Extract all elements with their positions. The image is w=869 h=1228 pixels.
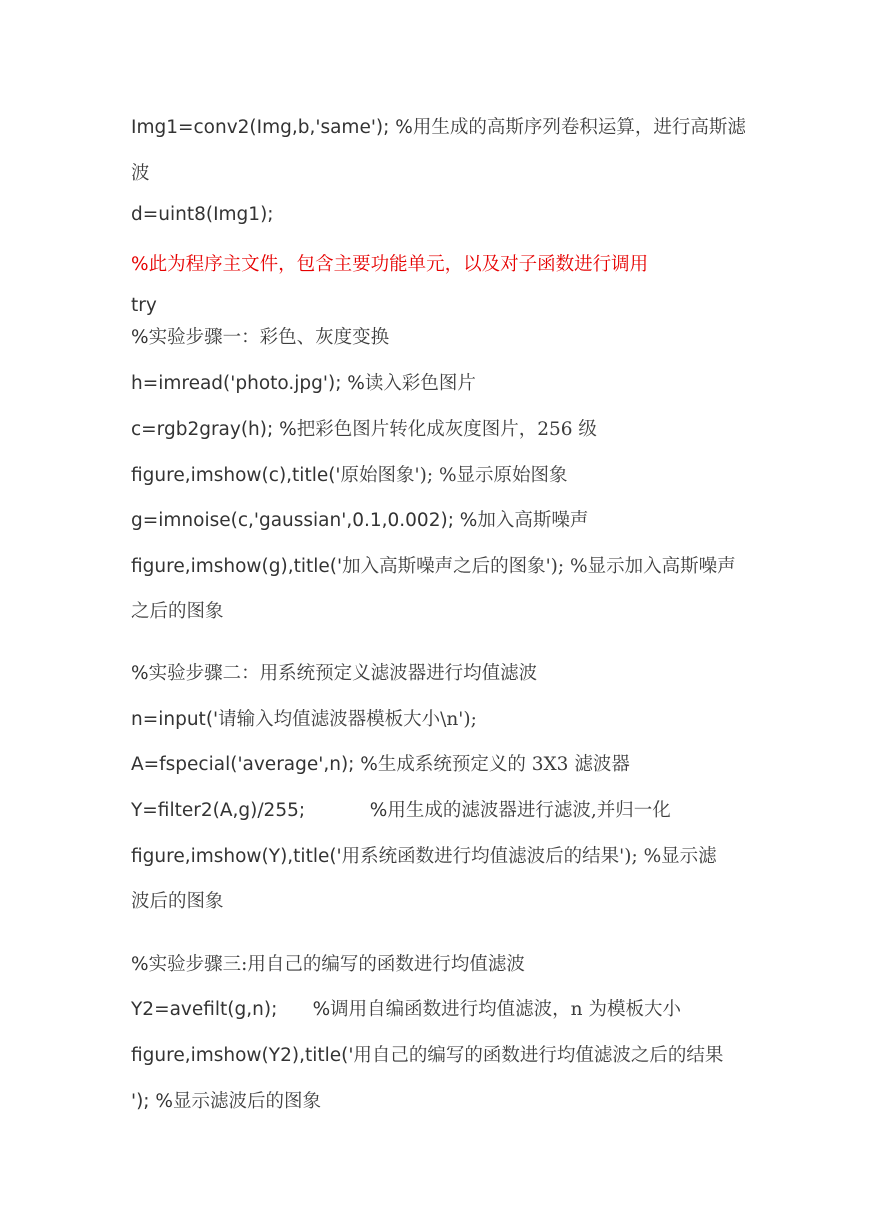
code-line-imshow-filtered-wrap xyxy=(131,890,224,914)
comment-text: 用系统函数进行均值滤波后的结果'); %显示滤 xyxy=(341,846,717,867)
main-file-comment xyxy=(131,253,648,277)
comment-text: 加入高斯噪声 xyxy=(477,510,589,531)
comment-text: 原始图象'); %显示原始图象 xyxy=(340,465,568,486)
code-line-avefilt xyxy=(131,998,681,1022)
code-line-uint8 xyxy=(131,203,274,227)
code-text: % xyxy=(131,327,149,348)
step-three-comment xyxy=(131,953,525,977)
code-text: A=fspecial('average',n); % xyxy=(131,754,378,775)
step-one-comment xyxy=(131,326,389,350)
comment-text: 生成系统预定义的 3X3 滤波器 xyxy=(377,754,630,775)
code-text: '); % xyxy=(131,1091,173,1112)
comment-text: 显示滤波后的图象 xyxy=(173,1091,322,1112)
code-line-try xyxy=(131,294,157,318)
comment-text: 用自己的编写的函数进行均值滤波之后的结果 xyxy=(353,1045,724,1066)
comment-text: 波 xyxy=(131,163,150,184)
code-text: figure,imshow(Y2),title(' xyxy=(131,1045,354,1066)
code-text: Y=filter2(A,g)/255; % xyxy=(131,800,388,821)
code-text: Img1=conv2(Img,b,'same'); % xyxy=(131,117,413,138)
code-text: n=input(' xyxy=(131,709,219,730)
code-text: % xyxy=(131,254,149,275)
comment-text: 实验步骤一：彩色、灰度变换 xyxy=(148,327,390,348)
code-line-imread xyxy=(131,372,476,396)
code-line-conv2-wrap xyxy=(131,162,150,186)
code-line-input xyxy=(131,708,477,732)
comment-text: 读入彩色图片 xyxy=(364,373,476,394)
code-text: d=uint8(Img1); xyxy=(131,204,274,225)
code-line-imnoise xyxy=(131,509,588,533)
code-text: % xyxy=(131,663,149,684)
code-text: figure,imshow(g),title(' xyxy=(131,556,343,577)
code-text: figure,imshow(Y),title(' xyxy=(131,846,342,867)
comment-text: 实验步骤三:用自己的编写的函数进行均值滤波 xyxy=(148,954,525,975)
code-line-imshow-avefilt xyxy=(131,1044,723,1068)
code-text: % xyxy=(131,954,149,975)
code-line-imshow-noise xyxy=(131,555,736,579)
comment-text: 此为程序主文件，包含主要功能单元，以及对子函数进行调用 xyxy=(148,254,649,275)
comment-text: 实验步骤二：用系统预定义滤波器进行均值滤波 xyxy=(148,663,538,684)
code-text: h=imread('photo.jpg'); % xyxy=(131,373,365,394)
comment-text: 波后的图象 xyxy=(131,891,224,912)
comment-text: 请输入均值滤波器模板大小\n'); xyxy=(218,709,477,730)
comment-text: 用生成的滤波器进行滤波,并归一化 xyxy=(387,800,671,821)
comment-text: 调用自编函数进行均值滤波，n 为模板大小 xyxy=(330,999,681,1020)
comment-text: 把彩色图片转化成灰度图片，256 级 xyxy=(296,419,597,440)
code-text: c=rgb2gray(h); % xyxy=(131,419,297,440)
code-line-imshow-original xyxy=(131,464,568,488)
comment-text: 用生成的高斯序列卷积运算，进行高斯滤 xyxy=(412,117,746,138)
code-line-conv2 xyxy=(131,116,746,140)
comment-text: 加入高斯噪声之后的图象'); %显示加入高斯噪声 xyxy=(342,556,736,577)
code-line-imshow-noise-wrap xyxy=(131,600,224,624)
code-text: try xyxy=(131,295,157,316)
code-text: g=imnoise(c,'gaussian',0.1,0.002); % xyxy=(131,510,478,531)
code-line-rgb2gray xyxy=(131,418,597,442)
code-text: figure,imshow(c),title(' xyxy=(131,465,341,486)
code-line-filter2 xyxy=(131,799,671,823)
code-text: Y2=avefilt(g,n); % xyxy=(131,999,331,1020)
code-line-imshow-filtered xyxy=(131,845,717,869)
step-two-comment xyxy=(131,662,537,686)
code-line-imshow-avefilt-wrap xyxy=(131,1090,321,1114)
code-line-fspecial xyxy=(131,753,630,777)
comment-text: 之后的图象 xyxy=(131,601,224,622)
